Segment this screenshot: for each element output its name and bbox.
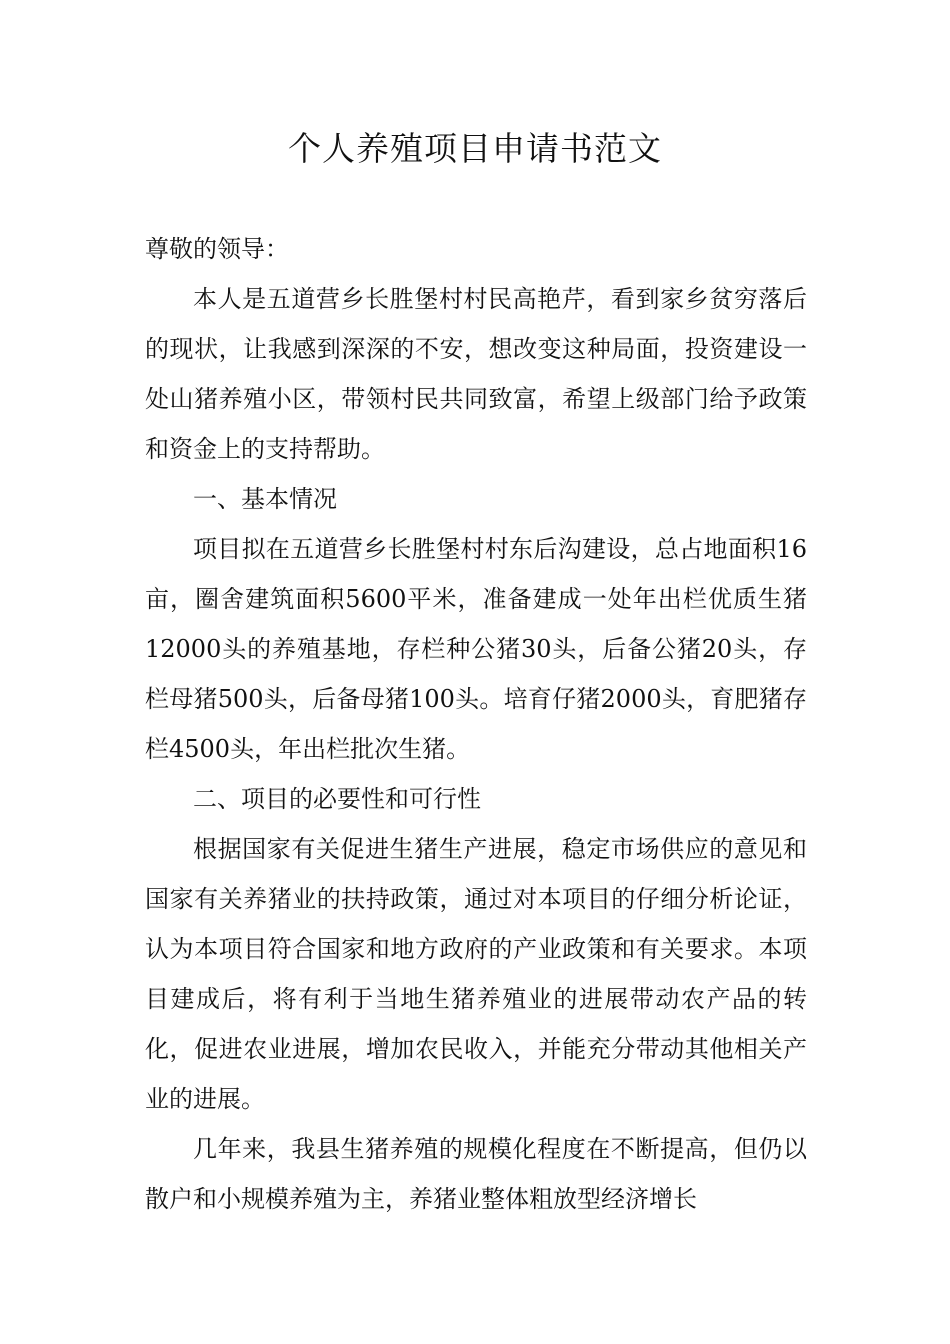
document-body — [145, 224, 807, 1224]
section-heading-basic-info: 一、基本情况 — [193, 485, 337, 513]
document-title: 个人养殖项目申请书范文 — [288, 129, 662, 168]
section-heading-necessity: 二、项目的必要性和可行性 — [193, 785, 481, 813]
paragraph-county-status: 几年来，我县生猪养殖的规模化程度在不断提高，但仍以散户和小规模养殖为主，养猪业整体粗放型经济增长 — [145, 1135, 807, 1213]
paragraph-necessity: 根据国家有关促进生猪生产进展，稳定市场供应的意见和国家有关养猪业的扶持政策，通过对本项目的仔细分析论证，认为本项目符合国家和地方政府的产业政策和有关要求。本项目建成后，将有利于当地生猪养殖业的进展带动农产品的转化，促进农业进展，增加农民收入，并能充分带动其他相关产业的进展。 — [145, 835, 807, 1113]
salutation: 尊敬的领导： — [145, 235, 289, 263]
paragraph-intro: 本人是五道营乡长胜堡村村民高艳芹，看到家乡贫穷落后的现状，让我感到深深的不安，想改变这种局面，投资建设一处山猪养殖小区，带领村民共同致富，希望上级部门给予政策和资金上的支持帮助。 — [145, 285, 807, 463]
paragraph-basic-info: 项目拟在五道营乡长胜堡村村东后沟建设，总占地面积16亩，圈舍建筑面积5600平米，准备建成一处年出栏优质生猪12000头的养殖基地，存栏种公猪30头，后备公猪20头，存栏母猪500头，后备母猪100头。培育仔猪2000头，育肥猪存栏4500头，年出栏批次生猪。 — [145, 535, 807, 763]
